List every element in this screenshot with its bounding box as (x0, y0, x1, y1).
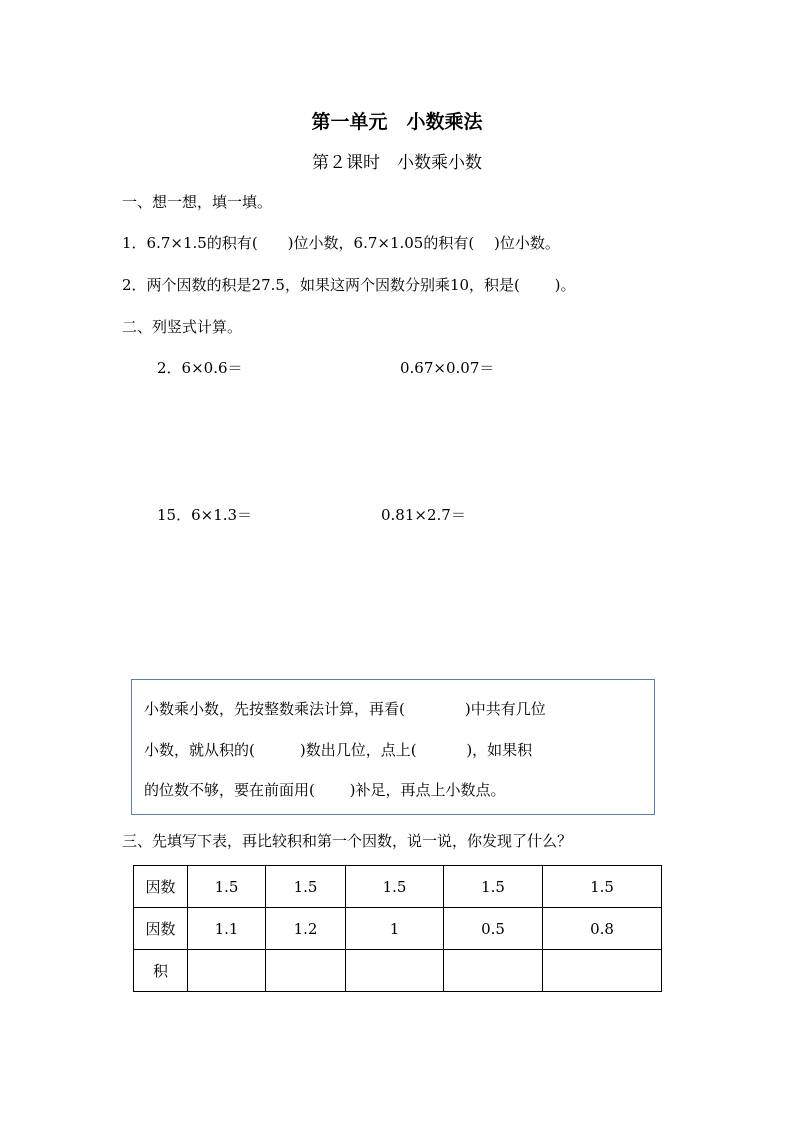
calc-problem-3: 15．6×1.3＝ (157, 506, 253, 524)
row-label: 因数 (134, 866, 188, 908)
rule-box (131, 679, 655, 815)
section-2-heading: 二、列竖式计算。 (122, 318, 243, 336)
table-cell: 0.8 (543, 908, 662, 950)
table-row (134, 866, 662, 908)
calc-problem-2: 0.67×0.07＝ (400, 359, 495, 377)
table-cell: 1.2 (266, 908, 346, 950)
table-cell: 1.5 (444, 866, 543, 908)
table-row (134, 908, 662, 950)
row-label: 因数 (134, 908, 188, 950)
table-cell: 1.5 (346, 866, 444, 908)
answer-cell[interactable] (346, 950, 444, 992)
rule-line-3: 的位数不够，要在前面用( )补足，再点上小数点。 (144, 781, 506, 799)
question-2: 2．两个因数的积是27.5，如果这两个因数分别乘10，积是( )。 (122, 276, 576, 294)
section-1-heading: 一、想一想，填一填。 (122, 193, 273, 211)
page-title: 第一单元 小数乘法 (311, 111, 483, 133)
section-3-heading: 三、先填写下表，再比较积和第一个因数，说一说，你发现了什么？ (122, 832, 573, 850)
table-cell: 1.5 (266, 866, 346, 908)
table-cell: 1 (346, 908, 444, 950)
table-cell: 1.1 (188, 908, 266, 950)
table-cell: 1.5 (188, 866, 266, 908)
answer-cell[interactable] (266, 950, 346, 992)
table-row (134, 950, 662, 992)
row-label: 积 (134, 950, 188, 992)
answer-cell[interactable] (188, 950, 266, 992)
table-cell: 1.5 (543, 866, 662, 908)
question-1: 1．6.7×1.5的积有( )位小数，6.7×1.05的积有( )位小数。 (122, 234, 560, 252)
calc-problem-4: 0.81×2.7＝ (381, 506, 466, 524)
calc-problem-1: 2．6×0.6＝ (157, 359, 243, 377)
lesson-subtitle: 第２课时 小数乘小数 (312, 153, 482, 173)
rule-line-2: 小数，就从积的( )数出几位，点上( )，如果积 (144, 741, 533, 759)
rule-line-1: 小数乘小数，先按整数乘法计算，再看( )中共有几位 (144, 700, 546, 718)
answer-cell[interactable] (444, 950, 543, 992)
factor-table (133, 865, 662, 992)
answer-cell[interactable] (543, 950, 662, 992)
table-cell: 0.5 (444, 908, 543, 950)
